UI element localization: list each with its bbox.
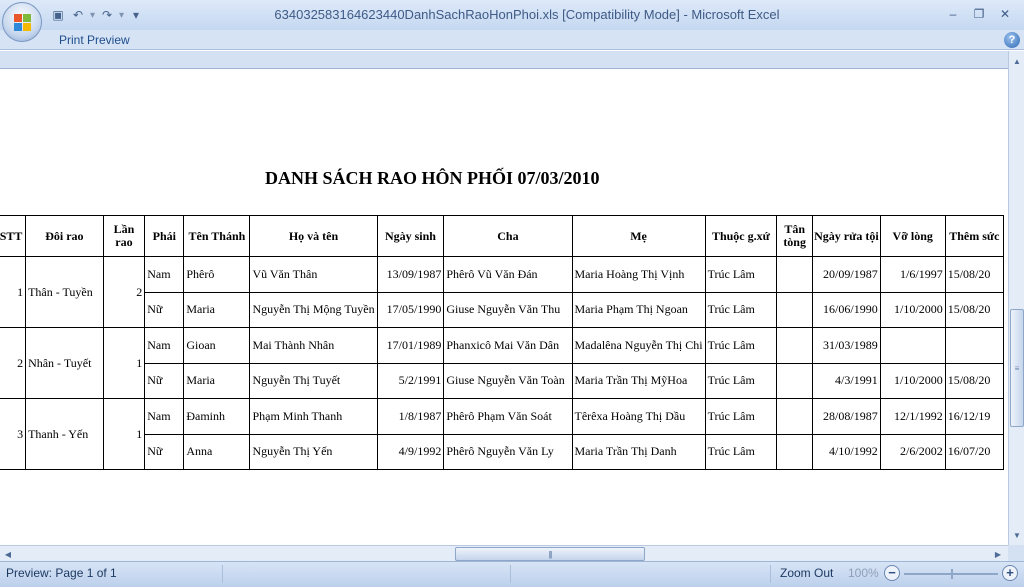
cha-cell: Giuse Nguyễn Văn Thu <box>444 292 572 328</box>
window-controls <box>940 4 1018 24</box>
vo-long-cell: 1/10/2000 <box>880 292 945 328</box>
redo-icon[interactable]: ↷ <box>102 8 113 22</box>
horizontal-scrollbar[interactable] <box>0 545 1008 561</box>
doi-rao-cell: Thanh - Yến <box>26 399 104 470</box>
close-button[interactable]: ✕ <box>999 7 1011 21</box>
ten-thanh-cell: Đaminh <box>184 399 250 435</box>
ho-ten-cell: Nguyễn Thị Tuyết <box>250 363 377 399</box>
lan-rao-cell: 2 <box>103 257 145 328</box>
ngay-rua-toi-cell: 28/08/1987 <box>813 399 881 435</box>
cha-cell: Phêrô Nguyễn Văn Ly <box>444 434 572 470</box>
column-header: Đôi rao <box>26 216 104 257</box>
minimize-button[interactable]: – <box>949 7 957 21</box>
status-bar <box>0 561 1024 587</box>
tan-tong-cell <box>777 363 813 399</box>
them-suc-cell: 16/12/19 <box>945 399 1003 435</box>
window-title: 634032583164623440DanhSachRaoHonPhoi.xls [Compatibility Mode] - Microsoft Excel <box>274 7 780 22</box>
me-cell: Maria Trần Thị MỹHoa <box>572 363 705 399</box>
status-divider <box>770 565 771 583</box>
tan-tong-cell <box>777 434 813 470</box>
undo-icon[interactable]: ↶ <box>72 8 84 22</box>
lan-rao-cell: 1 <box>103 399 145 470</box>
ngay-rua-toi-cell: 4/3/1991 <box>813 363 881 399</box>
ngay-sinh-cell: 13/09/1987 <box>377 257 444 293</box>
column-header: Ngày rửa tội <box>813 216 881 257</box>
scroll-up-icon[interactable]: ▲ <box>1013 56 1021 66</box>
redo-dropdown-icon[interactable]: ▾ <box>119 9 125 21</box>
page-status: Preview: Page 1 of 1 <box>6 566 117 580</box>
them-suc-cell: 16/07/20 <box>945 434 1003 470</box>
ten-thanh-cell: Maria <box>184 292 250 328</box>
zoom-out-button[interactable]: Zoom Out <box>780 566 834 580</box>
giao-xu-cell: Trúc Lâm <box>705 328 777 364</box>
customize-toolbar-icon[interactable]: ▾ <box>133 8 140 22</box>
scroll-left-icon[interactable]: ◀ <box>4 549 12 559</box>
ho-ten-cell: Nguyễn Thị Yến <box>250 434 377 470</box>
restore-button[interactable]: ❐ <box>973 7 985 21</box>
scroll-down-icon[interactable]: ▼ <box>1013 530 1021 540</box>
office-button[interactable] <box>2 2 42 42</box>
ho-ten-cell: Phạm Minh Thanh <box>250 399 377 435</box>
stt-cell: 2 <box>0 328 26 399</box>
vo-long-cell: 1/10/2000 <box>880 363 945 399</box>
cha-cell: Phêrô Phạm Văn Soát <box>444 399 572 435</box>
ngay-sinh-cell: 17/01/1989 <box>377 328 444 364</box>
vo-long-cell: 1/6/1997 <box>880 257 945 293</box>
help-icon[interactable]: ? <box>1004 32 1020 48</box>
ngay-rua-toi-cell: 31/03/1989 <box>813 328 881 364</box>
me-cell: Maria Phạm Thị Ngoan <box>572 292 705 328</box>
column-header: Phái <box>145 216 184 257</box>
me-cell: Maria Trần Thị Danh <box>572 434 705 470</box>
column-header: Mẹ <box>572 216 705 257</box>
column-header: Ngày sinh <box>377 216 444 257</box>
phai-cell: Nam <box>145 399 184 435</box>
cha-cell: Phêrô Vũ Văn Đán <box>444 257 572 293</box>
ten-thanh-cell: Maria <box>184 363 250 399</box>
zoom-plus-button[interactable]: + <box>1002 565 1018 581</box>
phai-cell: Nữ <box>145 363 184 399</box>
tan-tong-cell <box>777 292 813 328</box>
me-cell: Têrêxa Hoàng Thị Dầu <box>572 399 705 435</box>
vo-long-cell: 2/6/2002 <box>880 434 945 470</box>
scrollbar-corner <box>1008 545 1024 561</box>
tan-tong-cell <box>777 328 813 364</box>
column-header: Cha <box>444 216 572 257</box>
phai-cell: Nữ <box>145 434 184 470</box>
ribbon-tab-row <box>0 30 1024 50</box>
phai-cell: Nam <box>145 328 184 364</box>
vo-long-cell: 12/1/1992 <box>880 399 945 435</box>
ten-thanh-cell: Anna <box>184 434 250 470</box>
table-row <box>0 328 1004 364</box>
ribbon-collapsed-strip <box>0 51 1024 69</box>
zoom-level[interactable]: 100% <box>848 566 879 580</box>
ho-ten-cell: Mai Thành Nhân <box>250 328 377 364</box>
table-row <box>0 363 1004 399</box>
tab-print-preview[interactable]: Print Preview <box>59 33 130 47</box>
print-preview-page <box>0 69 1008 545</box>
ngay-sinh-cell: 4/9/1992 <box>377 434 444 470</box>
giao-xu-cell: Trúc Lâm <box>705 292 777 328</box>
vertical-scroll-thumb[interactable]: ≡ <box>1010 309 1024 427</box>
save-icon[interactable]: ▣ <box>52 8 64 22</box>
giao-xu-cell: Trúc Lâm <box>705 434 777 470</box>
table-row <box>0 434 1004 470</box>
them-suc-cell: 15/08/20 <box>945 292 1003 328</box>
title-bar <box>0 0 1024 30</box>
sheet-title: DANH SÁCH RAO HÔN PHỐI 07/03/2010 <box>265 168 600 188</box>
column-header: Tên Thánh <box>184 216 250 257</box>
phai-cell: Nam <box>145 257 184 293</box>
table-row <box>0 257 1004 293</box>
ngay-sinh-cell: 17/05/1990 <box>377 292 444 328</box>
ngay-sinh-cell: 5/2/1991 <box>377 363 444 399</box>
header-row <box>0 216 1004 257</box>
me-cell: Madalêna Nguyễn Thị Chi <box>572 328 705 364</box>
column-header: Tân tòng <box>777 216 813 257</box>
tan-tong-cell <box>777 399 813 435</box>
ngay-rua-toi-cell: 16/06/1990 <box>813 292 881 328</box>
vertical-scrollbar[interactable] <box>1008 51 1024 545</box>
column-header: Thuộc g.xứ <box>705 216 777 257</box>
doi-rao-cell: Nhân - Tuyết <box>26 328 104 399</box>
lan-rao-cell: 1 <box>103 328 145 399</box>
table-row <box>0 399 1004 435</box>
column-header: Họ và tên <box>250 216 377 257</box>
column-header: STT <box>0 216 26 257</box>
ho-ten-cell: Vũ Văn Thân <box>250 257 377 293</box>
phai-cell: Nữ <box>145 292 184 328</box>
ngay-rua-toi-cell: 4/10/1992 <box>813 434 881 470</box>
ho-ten-cell: Nguyễn Thị Mộng Tuyền <box>250 292 377 328</box>
stt-cell: 1 <box>0 257 26 328</box>
doi-rao-cell: Thân - Tuyền <box>26 257 104 328</box>
cha-cell: Phanxicô Mai Văn Dân <box>444 328 572 364</box>
ten-thanh-cell: Gioan <box>184 328 250 364</box>
vo-long-cell <box>880 328 945 364</box>
scroll-right-icon[interactable]: ▶ <box>994 549 1002 559</box>
cha-cell: Giuse Nguyễn Văn Toàn <box>444 363 572 399</box>
status-divider <box>222 565 223 583</box>
me-cell: Maria Hoàng Thị Vịnh <box>572 257 705 293</box>
marriage-banns-table <box>0 215 1004 470</box>
giao-xu-cell: Trúc Lâm <box>705 257 777 293</box>
column-header: Vỡ lòng <box>880 216 945 257</box>
column-header: Thêm sức <box>945 216 1003 257</box>
stt-cell: 3 <box>0 399 26 470</box>
horizontal-scroll-thumb[interactable]: ||| <box>455 547 645 561</box>
them-suc-cell: 15/08/20 <box>945 257 1003 293</box>
ngay-sinh-cell: 1/8/1987 <box>377 399 444 435</box>
ngay-rua-toi-cell: 20/09/1987 <box>813 257 881 293</box>
them-suc-cell <box>945 328 1003 364</box>
table-row <box>0 292 1004 328</box>
tan-tong-cell <box>777 257 813 293</box>
column-header: Lần rao <box>103 216 145 257</box>
them-suc-cell: 15/08/20 <box>945 363 1003 399</box>
zoom-minus-button[interactable]: − <box>884 565 900 581</box>
status-divider <box>510 565 511 583</box>
giao-xu-cell: Trúc Lâm <box>705 399 777 435</box>
undo-dropdown-icon[interactable]: ▾ <box>90 9 96 21</box>
office-logo-icon <box>14 14 32 32</box>
giao-xu-cell: Trúc Lâm <box>705 363 777 399</box>
zoom-slider-thumb[interactable] <box>951 569 953 579</box>
ten-thanh-cell: Phêrô <box>184 257 250 293</box>
